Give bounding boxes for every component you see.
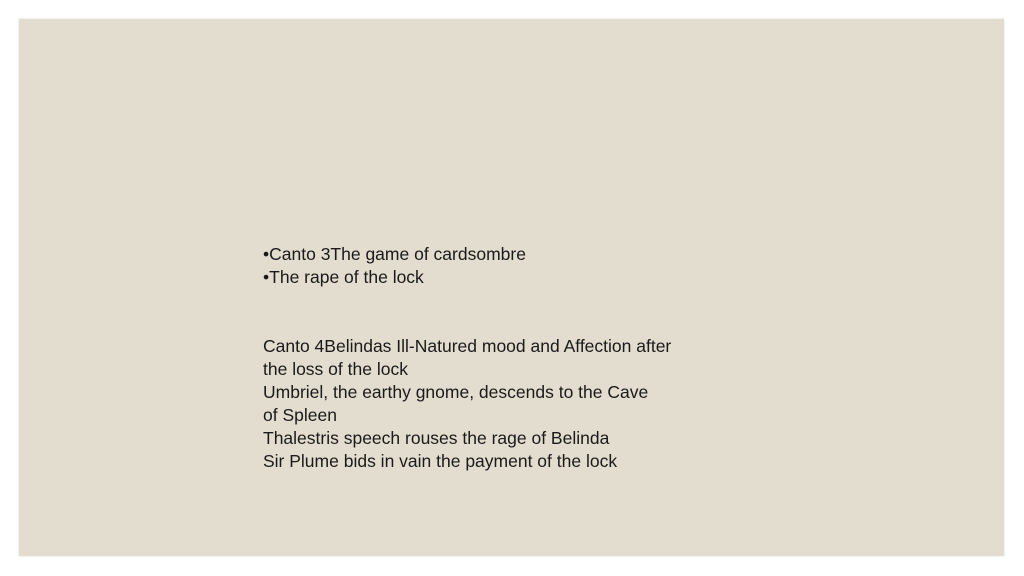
paragraph bbox=[263, 335, 743, 473]
paragraph-line: of Spleen bbox=[263, 405, 337, 425]
bullet-dot-icon: • bbox=[263, 267, 270, 287]
spacer bbox=[263, 289, 743, 335]
slide bbox=[19, 19, 1004, 556]
paragraph-line: Canto 4Belindas Ill-Natured mood and Affection after bbox=[263, 336, 672, 356]
paragraph-line: Thalestris speech rouses the rage of Belinda bbox=[263, 428, 610, 448]
bullet-dot-icon: • bbox=[263, 244, 270, 264]
bullet-item bbox=[263, 266, 743, 289]
bullet-text: Canto 3The game of cardsombre bbox=[269, 244, 526, 264]
slide-text-block bbox=[263, 243, 743, 473]
paragraph-line: Umbriel, the earthy gnome, descends to the Cave bbox=[263, 382, 649, 402]
bullet-text: The rape of the lock bbox=[269, 267, 424, 287]
bullet-list bbox=[263, 243, 743, 289]
bullet-item bbox=[263, 243, 743, 266]
paragraph-line: Sir Plume bids in vain the payment of the lock bbox=[263, 451, 618, 471]
paragraph-line: the loss of the lock bbox=[263, 359, 408, 379]
